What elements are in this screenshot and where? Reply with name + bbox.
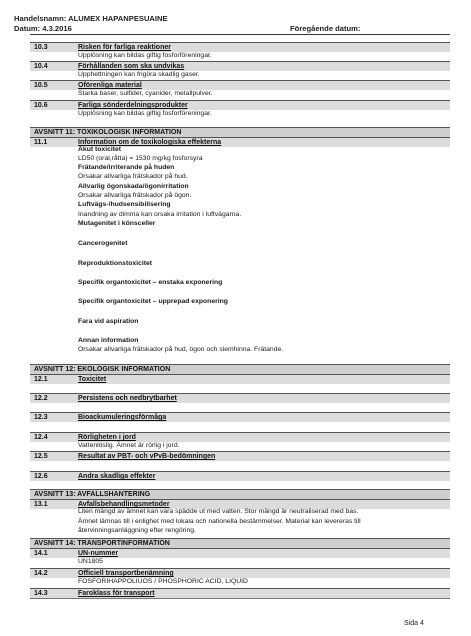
item-title: Risken för farliga reaktioner (78, 44, 171, 51)
tox-line: Allvarlig ögonskada/ögonirritation (78, 183, 189, 190)
tox-line: Cancerogenitet (78, 240, 128, 247)
previous-date: Föregående datum: (290, 24, 361, 33)
item-number: 12.5 (34, 453, 48, 460)
item-title: Rörligheten i jord (78, 434, 136, 441)
item-number: 10.4 (34, 63, 48, 70)
trade-name: Handelsnamn: ALUMEX HAPANPESUAINE (14, 14, 168, 23)
section-title: AVSNITT 13: AVFALLSHANTERING (34, 491, 151, 498)
section-14-2 (30, 568, 450, 578)
section-11-header (30, 127, 450, 137)
item-title: Resultat av PBT- och vPvB-bedömningen (78, 453, 216, 460)
tox-line: LD50 (oral,råtta) = 1530 mg/kg fosforsyra (78, 155, 203, 162)
section-12-4 (30, 432, 450, 442)
section-10-5 (30, 80, 450, 90)
section-title: AVSNITT 14: TRANSPORTINFORMATION (34, 540, 170, 547)
tox-line: Frätande/irriterande på huden (78, 164, 175, 171)
item-title: Toxicitet (78, 376, 107, 383)
section-10-4 (30, 61, 450, 71)
item-number: 12.3 (34, 414, 48, 421)
tox-line: Reproduktionstoxicitet (78, 260, 153, 267)
waste-line: återvinningsanläggning efter rengöring. (78, 527, 196, 534)
header-divider (30, 34, 450, 35)
item-title: Oförenliga material (78, 82, 142, 89)
section-14-header (30, 538, 450, 548)
page-number: Sida 4 (404, 620, 424, 627)
tox-line: Mutagenitet i könsceller (78, 220, 156, 227)
bottom-divider (30, 598, 450, 599)
item-text: Vattenlöslig. Ämnet är rörlig i jord. (78, 442, 180, 449)
item-number: 14.2 (34, 570, 48, 577)
item-number: 14.3 (34, 590, 48, 597)
section-12-3 (30, 412, 450, 422)
tox-line: Orsakar allvarliga frätskador på ögon. (78, 192, 192, 199)
item-number: 12.2 (34, 395, 48, 402)
item-title: UN-nummer (78, 550, 119, 557)
section-10-3 (30, 42, 450, 52)
waste-line: Liten mängd av ämnet kan vara spädde ut med vatten. Stor mängd är neutraliserad med bas. (78, 508, 359, 515)
item-number: 10.6 (34, 102, 48, 109)
section-title: AVSNITT 12: EKOLOGISK INFORMATION (34, 366, 171, 373)
section-title: AVSNITT 11: TOXIKOLOGISK INFORMATION (34, 129, 182, 136)
item-title: Förhållanden som ska undvikas (78, 63, 185, 70)
tox-line: Orsakar allvarliga frätskador på hud, ögon och slemhinna. Frätande. (78, 346, 284, 353)
document-date: Datum: 4.3.2016 (14, 24, 72, 33)
section-12-6 (30, 471, 450, 481)
section-13-header (30, 489, 450, 499)
item-text: Upplösning kan bildas giftig fosforföreningar. (78, 110, 212, 117)
section-12-1 (30, 374, 450, 384)
tox-line: Annan information (78, 337, 139, 344)
item-number: 11.1 (34, 139, 48, 146)
item-number: 10.3 (34, 44, 48, 51)
tox-line: Inandning av dimma kan orsaka irritation i luftvägarna. (78, 211, 242, 218)
item-text: Starka baser, sulfider, cyanider, metallpulver. (78, 90, 213, 97)
item-title: Persistens och nedbrytbarhet (78, 395, 177, 402)
tox-line: Orsakar allvarliga frätskador på hud. (78, 173, 188, 180)
item-title: Andra skadliga effekter (78, 473, 156, 480)
item-number: 12.4 (34, 434, 48, 441)
item-title: Bioackumuleringsförmåga (78, 414, 167, 421)
section-12-5 (30, 451, 450, 461)
waste-line: Ämnet lämnas till i enlighet med lokala och nationella bestämmelser. Material kan levereras till (78, 518, 361, 525)
item-number: 12.6 (34, 473, 48, 480)
section-12-header (30, 364, 450, 374)
tox-line: Specifik organtoxicitet – upprepad exponering (78, 298, 228, 305)
item-title: Faroklass för transport (78, 590, 155, 597)
item-text: Upphettningen kan frigöra skadlig gaser. (78, 71, 200, 78)
item-title: Farliga sönderdelningsprodukter (78, 102, 188, 109)
item-number: 10.5 (34, 82, 48, 89)
section-10-6 (30, 100, 450, 110)
section-12-2 (30, 393, 450, 403)
section-14-1 (30, 548, 450, 558)
tox-line: Luftvägs-/hudsensibilisering (78, 201, 171, 208)
section-14-3 (30, 588, 450, 598)
item-number: 12.1 (34, 376, 48, 383)
item-title: Avfallsbehandlingsmetoder (78, 501, 170, 508)
tox-line: Fara vid aspiration (78, 318, 139, 325)
item-text: FOSFORIHAPPOLIUOS / PHOSPHORIC ACID, LIQUID (78, 578, 248, 585)
tox-line: Specifik organtoxicitet – enstaka exponering (78, 279, 223, 286)
item-title: Officiell transportbenämning (78, 570, 174, 577)
item-text: UN1805 (78, 558, 103, 565)
item-number: 14.1 (34, 550, 48, 557)
item-title: Information om de toxikologiska effekterna (78, 139, 222, 146)
item-number: 13.1 (34, 501, 48, 508)
item-text: Upplösning kan bildas giftig fosforföreningar. (78, 52, 212, 59)
tox-line: Akut toxicitet (78, 146, 122, 153)
